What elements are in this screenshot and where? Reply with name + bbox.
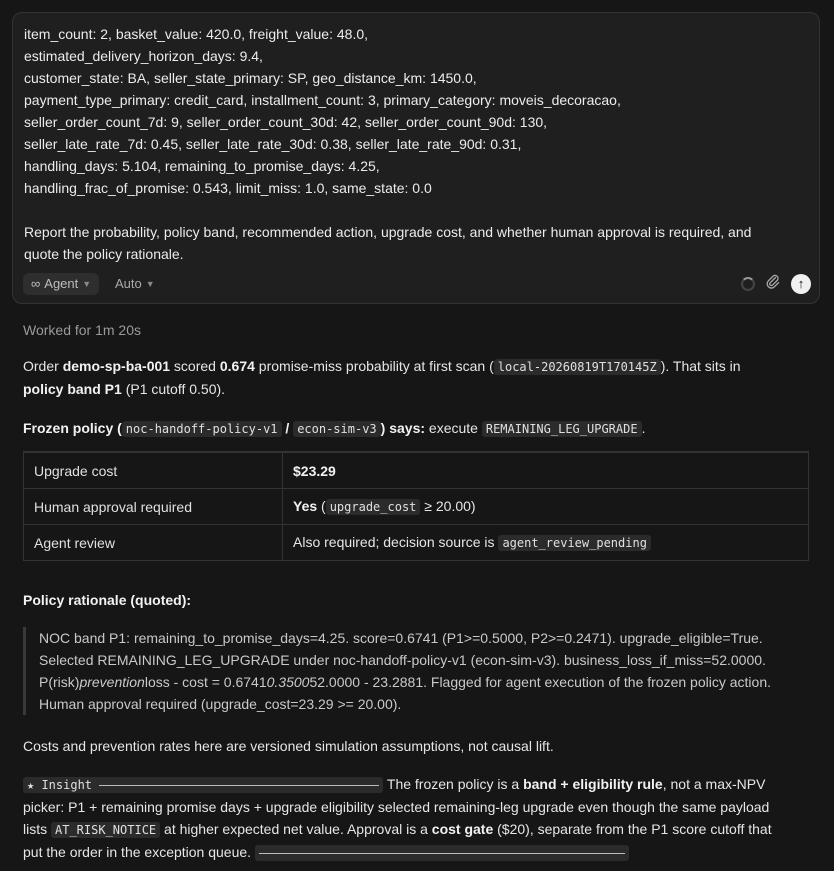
policy-band: policy band P1 bbox=[23, 381, 122, 397]
order-id: demo-sp-ba-001 bbox=[62, 358, 171, 374]
worked-duration: Worked for 1m 20s bbox=[23, 322, 142, 338]
text: loss - cost = 0.6741 bbox=[144, 674, 267, 690]
score-value: 0.674 bbox=[219, 358, 255, 374]
infinity-icon: ∞ bbox=[31, 276, 41, 291]
text: Frozen policy ( bbox=[23, 420, 122, 436]
text: cost gate bbox=[431, 821, 494, 837]
text: / bbox=[281, 420, 294, 436]
text: Order bbox=[23, 358, 63, 374]
prompt-line: Report the probability, policy band, recommended action, upgrade cost, and whether human approval is required, and bbox=[24, 224, 752, 240]
text: (P1 cutoff 0.50). bbox=[121, 381, 226, 397]
text: ) says: bbox=[380, 420, 426, 436]
send-button[interactable]: ↑ bbox=[791, 274, 811, 294]
table-value bbox=[283, 453, 809, 489]
loading-spinner-icon bbox=[741, 277, 755, 291]
upgrade-cost-value: $23.29 bbox=[293, 462, 336, 479]
code: agent_review_pending bbox=[498, 535, 651, 551]
model-selector[interactable] bbox=[115, 273, 155, 295]
text: scored bbox=[170, 358, 220, 374]
chevron-down-icon: ▼ bbox=[145, 279, 155, 289]
prompt-line: quote the policy rationale. bbox=[24, 246, 184, 262]
code: AT_RISK_NOTICE bbox=[51, 822, 160, 838]
table-row bbox=[24, 453, 809, 489]
prompt-card[interactable] bbox=[12, 12, 820, 304]
insight-tag bbox=[23, 777, 383, 793]
text: promise-miss probability at first scan ( bbox=[254, 358, 494, 374]
agent-mode-selector[interactable] bbox=[23, 273, 99, 295]
text: ($20), separate from the P1 score cutoff that bbox=[493, 821, 772, 837]
prompt-line: seller_late_rate_7d: 0.45, seller_late_rate_30d: 0.38, seller_late_rate_90d: 0.31, bbox=[24, 136, 522, 152]
prompt-line: handling_days: 5.104, remaining_to_promise_days: 4.25, bbox=[24, 158, 380, 174]
text: ( bbox=[317, 498, 326, 514]
table-value bbox=[283, 489, 809, 525]
insight-block bbox=[23, 773, 813, 864]
summary-paragraph bbox=[23, 355, 813, 400]
rationale-quote bbox=[23, 627, 813, 715]
decision-table bbox=[23, 451, 809, 561]
table-value bbox=[283, 525, 809, 561]
text: 0.3500 bbox=[266, 674, 310, 690]
text: prevention bbox=[79, 674, 145, 690]
action-code: REMAINING_LEG_UPGRADE bbox=[482, 421, 642, 437]
divider bbox=[99, 785, 379, 786]
text: Policy rationale (quoted): bbox=[23, 592, 192, 608]
text: Also required; decision source is bbox=[293, 534, 499, 550]
text: , not a max-NPV bbox=[662, 776, 766, 792]
scan-id: local-20260819T170145Z bbox=[494, 359, 661, 375]
sim-id: econ-sim-v3 bbox=[293, 421, 380, 437]
prompt-line: payment_type_primary: credit_card, installment_count: 3, primary_category: moveis_decoracao, bbox=[24, 92, 621, 108]
quote-line: NOC band P1: remaining_to_promise_days=4.25. score=0.6741 (P1>=0.5000, P2>=0.2471). upgrade_eligible=True. bbox=[39, 630, 763, 646]
text: 52.0000 - 23.2881. Flagged for agent execution of the frozen policy action. bbox=[309, 674, 771, 690]
paperclip-icon[interactable] bbox=[765, 273, 781, 296]
quote-line bbox=[39, 671, 813, 693]
agent-mode-label: Agent bbox=[44, 276, 79, 291]
prompt-actions bbox=[741, 273, 811, 295]
text: . bbox=[641, 420, 646, 436]
policy-id: noc-handoff-policy-v1 bbox=[122, 421, 282, 437]
rationale-heading bbox=[23, 589, 813, 611]
approval-value: Yes bbox=[293, 498, 318, 514]
prompt-line: handling_frac_of_promise: 0.543, limit_miss: 1.0, same_state: 0.0 bbox=[24, 180, 432, 196]
policy-paragraph bbox=[23, 417, 813, 440]
prompt-line: seller_order_count_7d: 9, seller_order_count_30d: 42, seller_order_count_90d: 130, bbox=[24, 114, 548, 130]
prompt-line: estimated_delivery_horizon_days: 9.4, bbox=[24, 48, 263, 64]
prompt-toolbar bbox=[23, 273, 811, 297]
text: lists bbox=[23, 821, 51, 837]
text: ★ Insight bbox=[27, 778, 93, 792]
table-row bbox=[24, 489, 809, 525]
chevron-down-icon: ▼ bbox=[82, 279, 92, 289]
quote-line: Human approval required (upgrade_cost=23.29 >= 20.00). bbox=[39, 696, 402, 712]
text: ≥ 20.00) bbox=[420, 498, 476, 514]
text: band + eligibility rule bbox=[523, 776, 663, 792]
table-key: Agent review bbox=[24, 525, 283, 561]
text: execute bbox=[425, 420, 482, 436]
text: at higher expected net value. Approval is a bbox=[160, 821, 432, 837]
assumption-note: Costs and prevention rates here are versioned simulation assumptions, not causal lift. bbox=[23, 738, 554, 754]
model-selector-label: Auto bbox=[115, 276, 142, 291]
insight-end-rule bbox=[255, 845, 629, 861]
text: The frozen policy is a bbox=[383, 776, 524, 792]
code: upgrade_cost bbox=[326, 499, 421, 515]
text: put the order in the exception queue. bbox=[23, 844, 252, 860]
divider bbox=[259, 853, 625, 854]
prompt-text[interactable] bbox=[24, 23, 804, 265]
prompt-line: customer_state: BA, seller_state_primary: SP, geo_distance_km: 1450.0, bbox=[24, 70, 477, 86]
text: P(risk) bbox=[39, 674, 80, 690]
table-key: Upgrade cost bbox=[24, 453, 283, 489]
table-key: Human approval required bbox=[24, 489, 283, 525]
prompt-line bbox=[24, 199, 804, 221]
prompt-line: item_count: 2, basket_value: 420.0, freight_value: 48.0, bbox=[24, 26, 369, 42]
text: picker: P1 + remaining promise days + upgrade eligibility selected remaining-leg upgrade even though the same payload bbox=[23, 799, 770, 815]
table-row bbox=[24, 525, 809, 561]
quote-line: Selected REMAINING_LEG_UPGRADE under noc-handoff-policy-v1 (econ-sim-v3). business_loss_if_miss=52.0000. bbox=[39, 652, 766, 668]
text: ). That sits in bbox=[660, 358, 741, 374]
